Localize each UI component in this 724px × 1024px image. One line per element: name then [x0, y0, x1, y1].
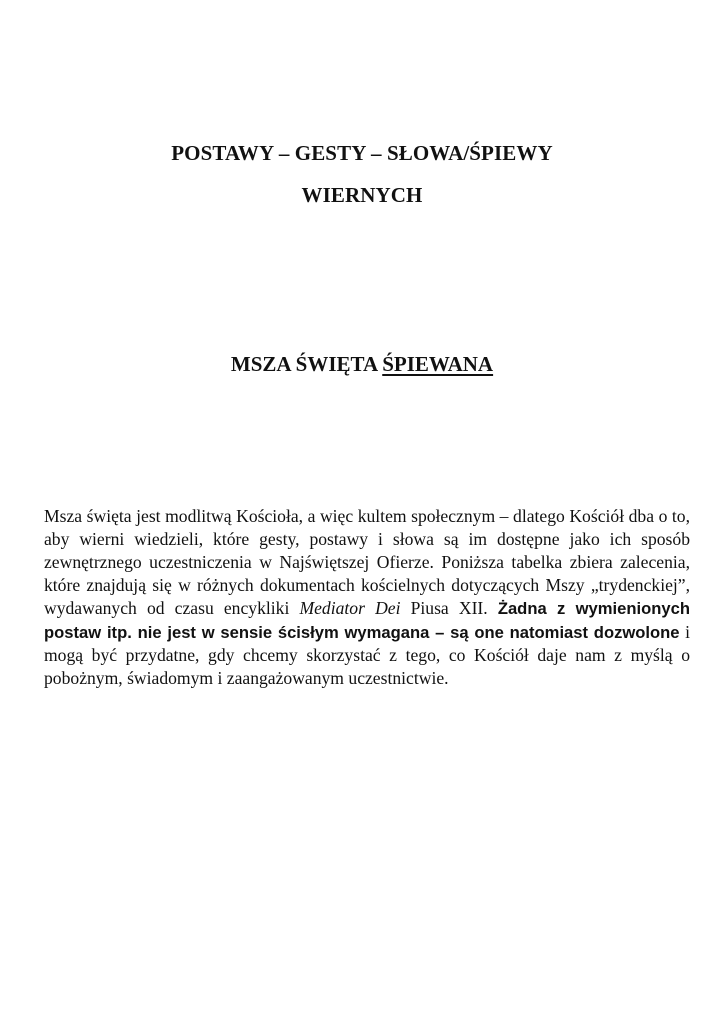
- document-title-line-1: POSTAWY – GESTY – SŁOWA/ŚPIEWY: [171, 141, 553, 165]
- section-heading-text: MSZA ŚWIĘTA: [230, 352, 383, 376]
- document-title-line-2: WIERNYCH: [301, 183, 423, 207]
- paragraph-text-3: i mogą być przydatne, gdy chcemy skorzystać z tego, co Kościół daje nam z myślą o pobożnym, świadomym i zaangażowanym uczestnictwie.: [44, 621, 691, 689]
- section-heading: [0, 352, 724, 376]
- encyclical-title: Mediator Dei: [299, 597, 401, 618]
- paragraph-text-1: Msza święta jest modlitwą Kościoła, a więc kultem społecznym – dlatego Kościół dba o to, aby wierni wiedzieli, które gesty, postawy i słowa są im dostępne jako ich sposób zewnętrznego uczestniczenia w Najświętszej Ofierze. Poniższa tabelka zbiera zalecenia, które znajdują się w różnych dokumentach kościelnych dotyczących Mszy „trydenckiej”, wydawanych od czasu encykliki: [44, 506, 690, 618]
- intro-paragraph: [44, 505, 690, 690]
- section-heading-underlined-text: ŚPIEWANA: [382, 352, 494, 376]
- paragraph-text-2: Piusa XII.: [400, 597, 498, 618]
- paragraph-emphasis: Żadna z wymienionych postaw itp. nie jest w sensie ścisłym wymagana – są one natomiast dozwolone: [44, 598, 690, 642]
